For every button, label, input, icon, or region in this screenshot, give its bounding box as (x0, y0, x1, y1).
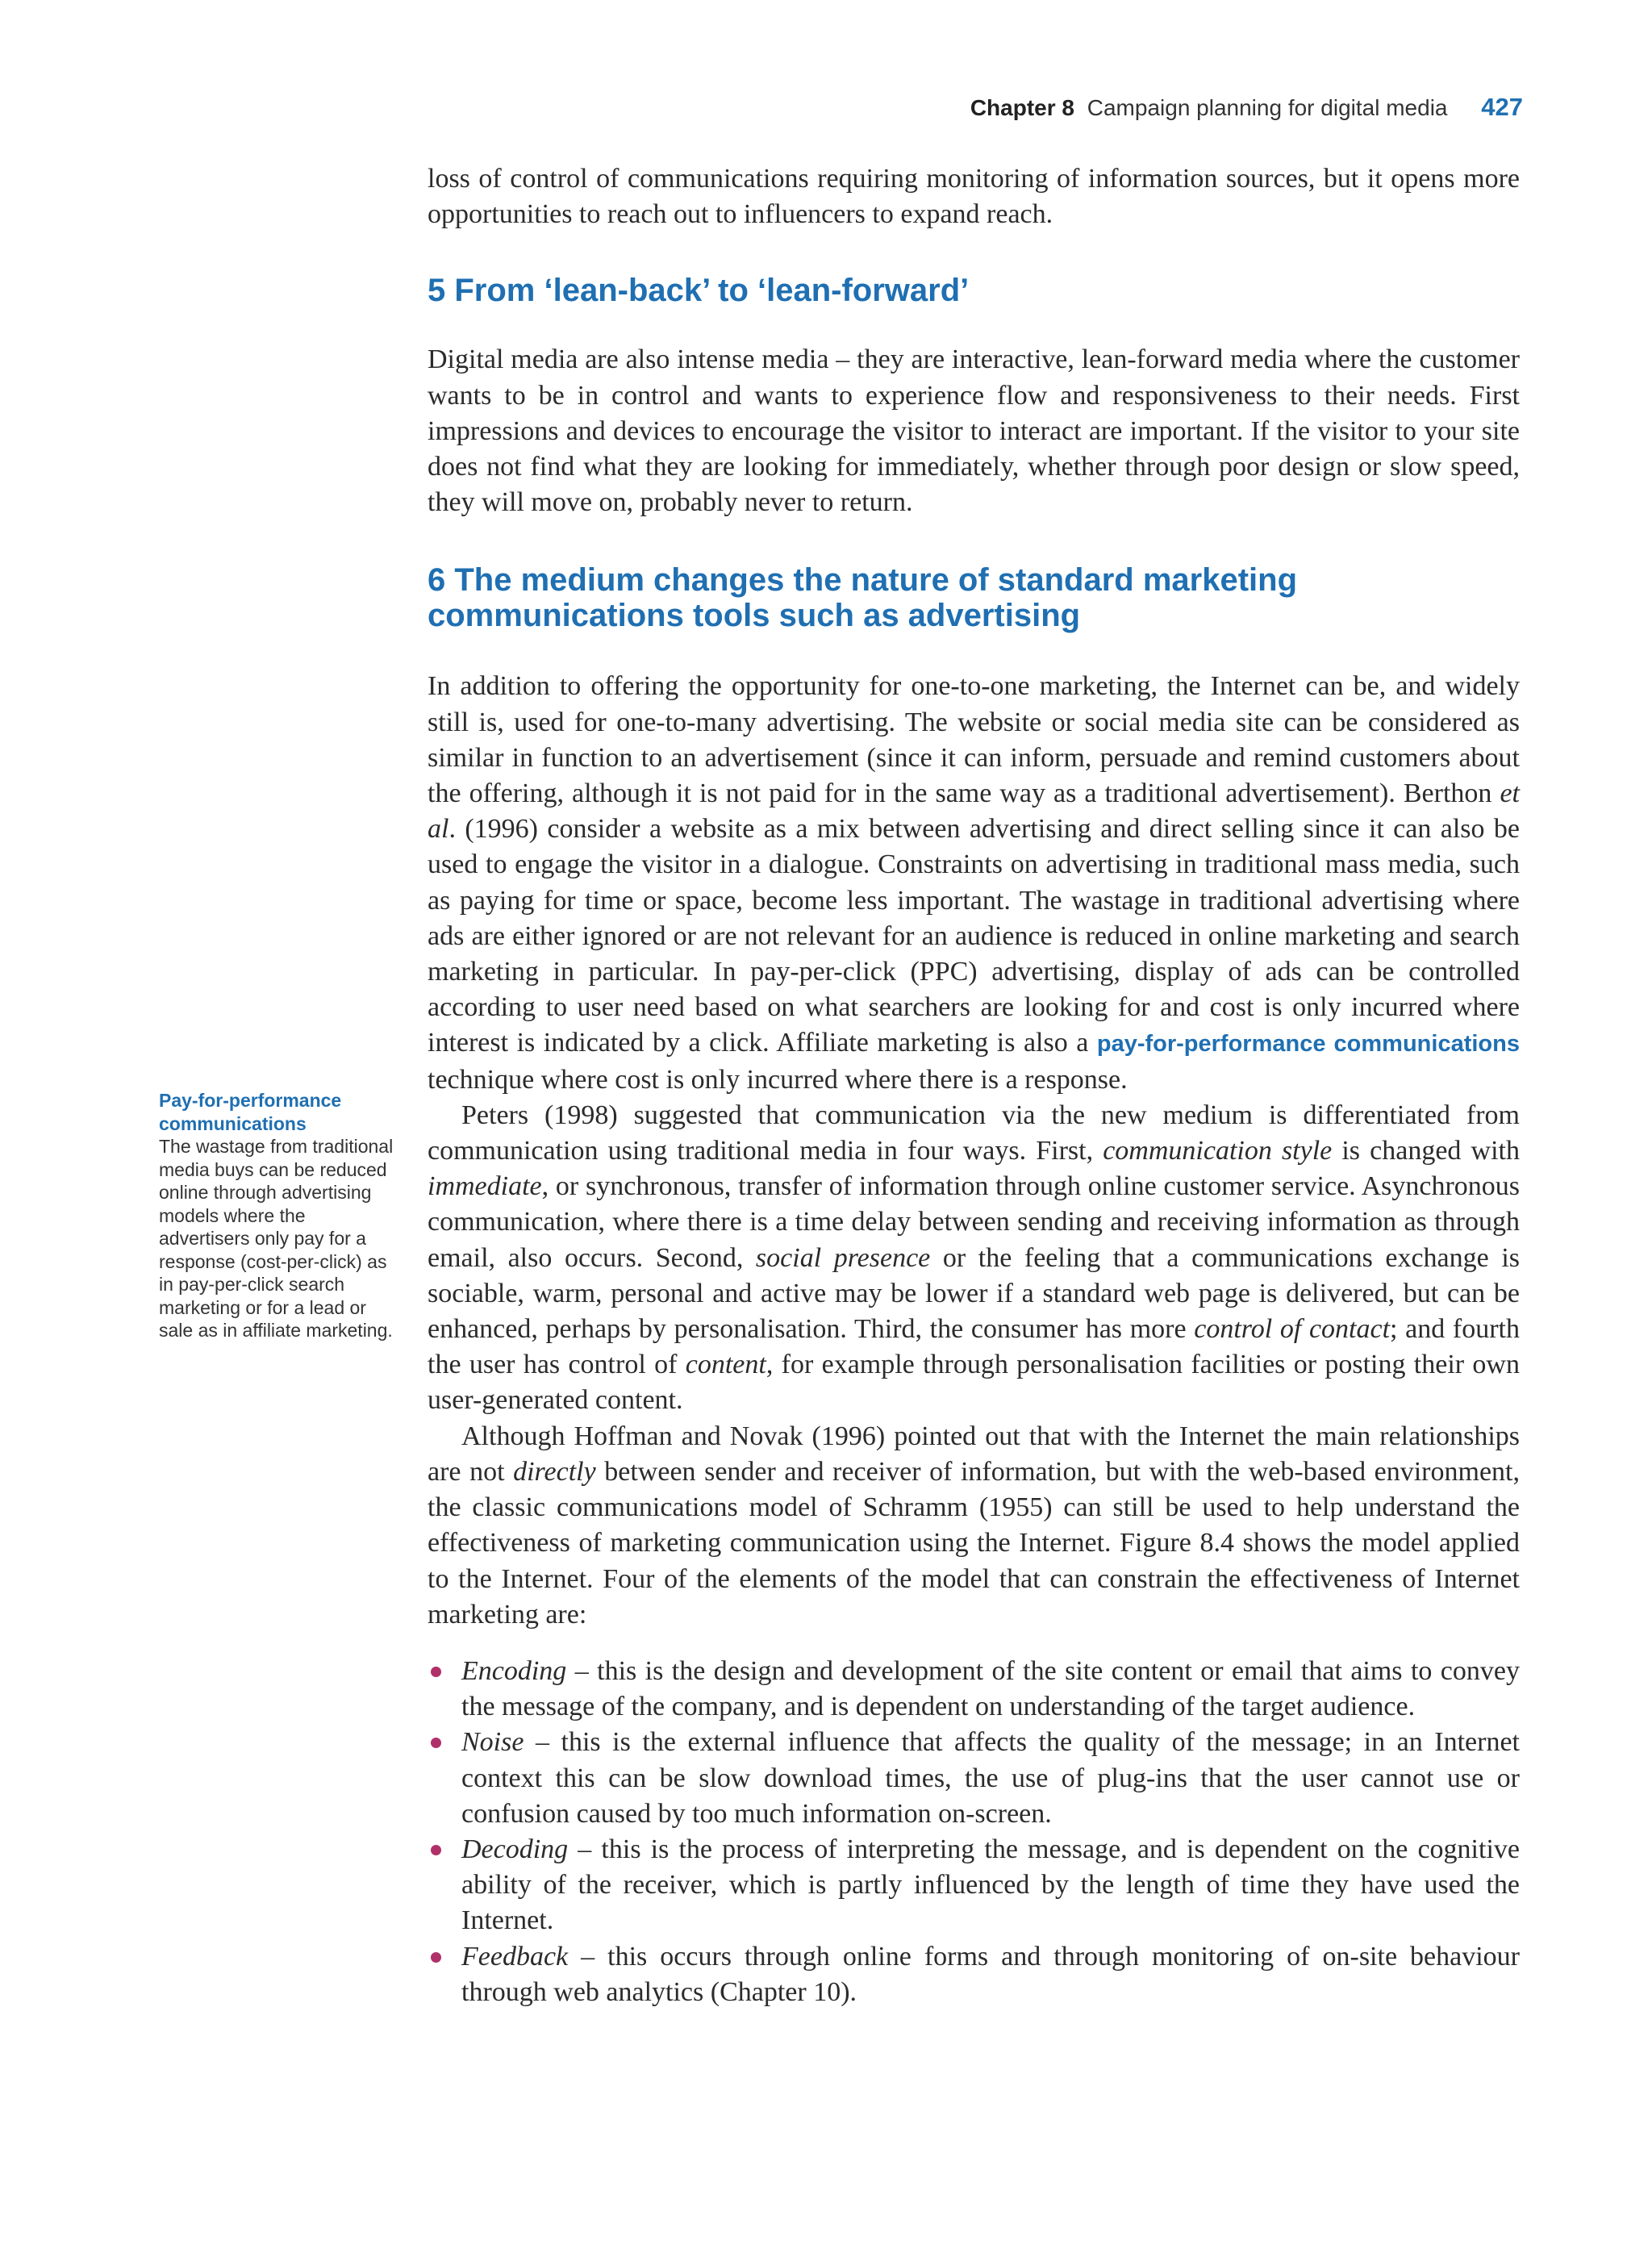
glossary-keyword: pay-for-performance communications (1096, 1031, 1520, 1058)
text-run: ; and fourth the user has control of (428, 1314, 1520, 1380)
running-header (970, 93, 1523, 122)
section-6-heading: 6 The medium changes the nature of standard marketing communications tools such as advertising (428, 562, 1298, 634)
bullet-icon (431, 1738, 441, 1748)
italic-run: et al (428, 778, 1520, 845)
text-run: , or synchronous, transfer of information through online customer service. Asynchronous communication, where there is a time delay between sending and receiving information as through email, also occurs. Second, (428, 1171, 1520, 1273)
page-number: 427 (1481, 93, 1523, 121)
bullet-term: Encoding (461, 1655, 567, 1686)
bullet-text: – this occurs through online forms and through monitoring of on-site behaviour through web analytics (Chapter 10). (461, 1941, 1520, 2007)
bullet-term: Feedback (461, 1941, 569, 1972)
text-run: is changed with (1332, 1136, 1520, 1166)
list-item (428, 1654, 1520, 1725)
text-run: . (1996) consider a website as a mix between advertising and direct selling since it can also be used to engage the visitor in a dialogue. Constraints on advertising in traditional mass media, such as paying for time or space, become less important. The wastage in traditional advertising where ads are either ignored or are not relevant for an audience is reduced in online marketing and search marketing in particular. In pay-per-click (PPC) advertising, display of ads can be controlled according to user need based on what searchers are looking for and cost is only incurred where interest is indicated by a click. Affiliate marketing is also a (428, 814, 1520, 1058)
glossary-margin-note (159, 1089, 401, 1342)
section-5-heading: 5 From ‘lean-back’ to ‘lean-forward’ (428, 273, 970, 309)
italic-run: content (685, 1350, 766, 1380)
italic-run: immediate (428, 1171, 542, 1202)
section-6-paragraph-2 (428, 1098, 1520, 1419)
bullet-icon (431, 1952, 441, 1963)
bullet-term: Decoding (461, 1834, 569, 1864)
list-item (428, 1832, 1520, 1939)
text-run: , for example through personalisation facilities or posting their own user-generated content. (428, 1350, 1520, 1416)
chapter-label: Chapter 8 (970, 95, 1074, 120)
bullet-icon (431, 1845, 441, 1855)
text-run: Peters (1998) suggested that communication via the new medium is differentiated from communication using traditional media in four ways. First, (428, 1100, 1520, 1166)
bullet-icon (431, 1667, 441, 1677)
section-6-paragraph-3 (428, 1419, 1520, 1633)
glossary-term: Pay-for-performance communications (159, 1090, 342, 1134)
section-6-paragraph-1 (428, 669, 1520, 1097)
bullet-text: – this is the design and development of the site content or email that aims to convey the message of the company, and is dependent on understanding of the target audience. (461, 1655, 1520, 1722)
text-run: or the feeling that a communications exchange is sociable, warm, personal and active may be lower if a standard web page is delivered, but can be enhanced, perhaps by personalisation. Third, the consumer has more (428, 1242, 1520, 1345)
italic-run: communication style (1103, 1136, 1333, 1166)
text-run: Although Hoffman and Novak (1996) pointed out that with the Internet the main relationships are not (428, 1421, 1520, 1487)
bullet-term: Noise (461, 1727, 524, 1758)
text-run: between sender and receiver of information, but with the web-based environment, the classic communications model of Schramm (1955) can still be used to help understand the effectiveness of marketing communication using the Internet. Figure 8.4 shows the model applied to the Internet. Four of the elements of the model that can constrain the effectiveness of Internet marketing are: (428, 1456, 1520, 1630)
italic-run: social presence (755, 1242, 931, 1273)
glossary-definition: The wastage from traditional media buys can be reduced online through advertising models where the advertisers only pay for a response (cost-per-click) as in pay-per-click search marketing or for a lead or sale as in affiliate marketing. (159, 1136, 394, 1341)
list-item (428, 1939, 1520, 2010)
text-run: In addition to offering the opportunity for one-to-one marketing, the Internet can be, and widely still is, used for one-to-many advertising. The website or social media site can be considered as similar in function to an advertisement (since it can inform, persuade and remind customers about the offering, although it is not paid for in the same way as a traditional advertisement). Berthon (428, 671, 1520, 809)
list-item (428, 1725, 1520, 1832)
text-run: technique where cost is only incurred where there is a response. (428, 1064, 1128, 1095)
intro-paragraph: loss of control of communications requiring monitoring of information sources, but it opens more opportunities to reach out to influencers to expand reach. (428, 164, 1520, 230)
model-elements-list (428, 1654, 1520, 2010)
italic-run: control of contact (1194, 1314, 1391, 1345)
bullet-text: – this is the external influence that affects the quality of the message; in an Internet context this can be slow download times, the use of plug-ins that the user cannot use or confusion caused by too much information on-screen. (461, 1727, 1520, 1829)
main-text-column (428, 161, 1520, 2010)
chapter-title: Campaign planning for digital media (1087, 95, 1448, 120)
bullet-text: – this is the process of interpreting the message, and is dependent on the cognitive ability of the receiver, which is partly influenced by the length of time they have used the Internet. (461, 1834, 1520, 1936)
section-5-body: Digital media are also intense media – they are interactive, lean-forward media where the customer wants to be in control and wants to experience flow and responsiveness to their needs. First impressions and devices to encourage the visitor to interact are important. If the visitor to your site does not find what they are looking for immediately, whether through poor design or slow speed, they will move on, probably never to return. (428, 344, 1520, 518)
italic-run: directly (513, 1456, 596, 1487)
